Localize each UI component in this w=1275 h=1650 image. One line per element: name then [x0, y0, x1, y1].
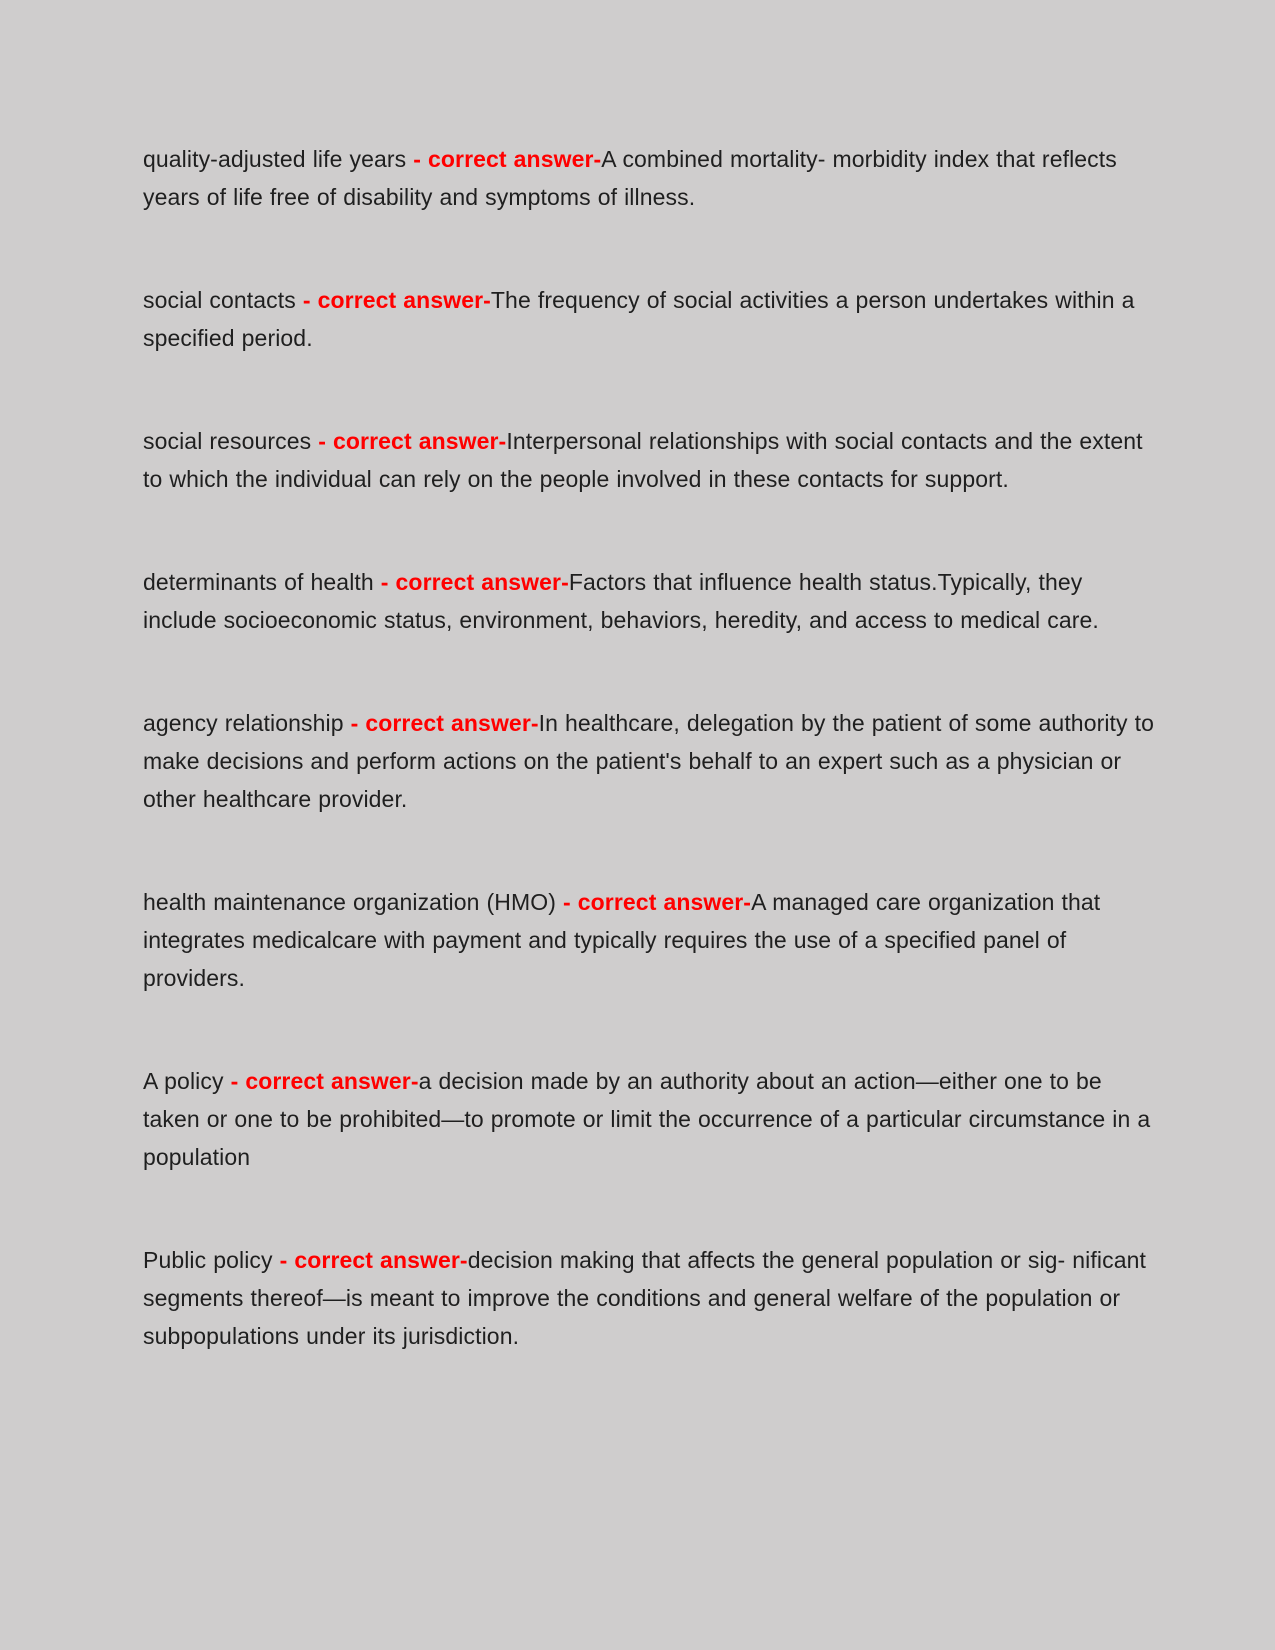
correct-answer-marker: - correct answer- [272, 1247, 468, 1273]
correct-answer-marker: - correct answer- [343, 710, 539, 736]
correct-answer-marker: - correct answer- [295, 287, 491, 313]
flashcard-entry [143, 281, 1155, 357]
correct-answer-marker: - correct answer- [223, 1068, 419, 1094]
definition-text: decision making that affects the general population or sig- nificant segments thereof—is meant to improve the conditions and general welfare of the population or subpopulations under its jurisdiction. [143, 1247, 1146, 1349]
flashcard-entry [143, 563, 1155, 639]
term-text: A policy [143, 1068, 224, 1094]
definition-text: a decision made by an authority about an action—either one to be taken or one to be prohibited—to promote or limit the occurrence of a particular circumstance in a population [143, 1068, 1151, 1170]
term-text: quality-adjusted life years [143, 146, 407, 172]
flashcard-entry [143, 1062, 1155, 1176]
definition-text: In healthcare, delegation by the patient of some authority to make decisions and perform actions on the patient's behalf to an expert such as a physician or other healthcare provider. [143, 710, 1155, 812]
correct-answer-marker: - correct answer- [373, 569, 569, 595]
flashcard-list [143, 140, 1155, 1420]
flashcard-entry [143, 704, 1155, 818]
definition-text: Factors that influence health status.Typically, they include socioeconomic status, environment, behaviors, heredity, and access to medical care. [143, 569, 1099, 633]
term-text: social contacts [143, 287, 296, 313]
flashcard-entry [143, 422, 1155, 498]
correct-answer-marker: - correct answer- [556, 889, 752, 915]
correct-answer-marker: - correct answer- [406, 146, 602, 172]
term-text: social resources [143, 428, 312, 454]
term-text: Public policy [143, 1247, 273, 1273]
correct-answer-marker: - correct answer- [311, 428, 507, 454]
definition-text: A managed care organization that integrates medicalcare with payment and typically requires the use of a specified panel of providers. [143, 889, 1101, 991]
definition-text: The frequency of social activities a person undertakes within a specified period. [143, 287, 1135, 351]
term-text: agency relationship [143, 710, 344, 736]
definition-text: A combined mortality- morbidity index that reflects years of life free of disability and symptoms of illness. [143, 146, 1117, 210]
flashcard-entry [143, 883, 1155, 997]
flashcard-entry [143, 140, 1155, 216]
flashcard-entry [143, 1241, 1155, 1355]
term-text: health maintenance organization (HMO) [143, 889, 557, 915]
definition-text: Interpersonal relationships with social contacts and the extent to which the individual can rely on the people involved in these contacts for support. [143, 428, 1143, 492]
term-text: determinants of health [143, 569, 374, 595]
